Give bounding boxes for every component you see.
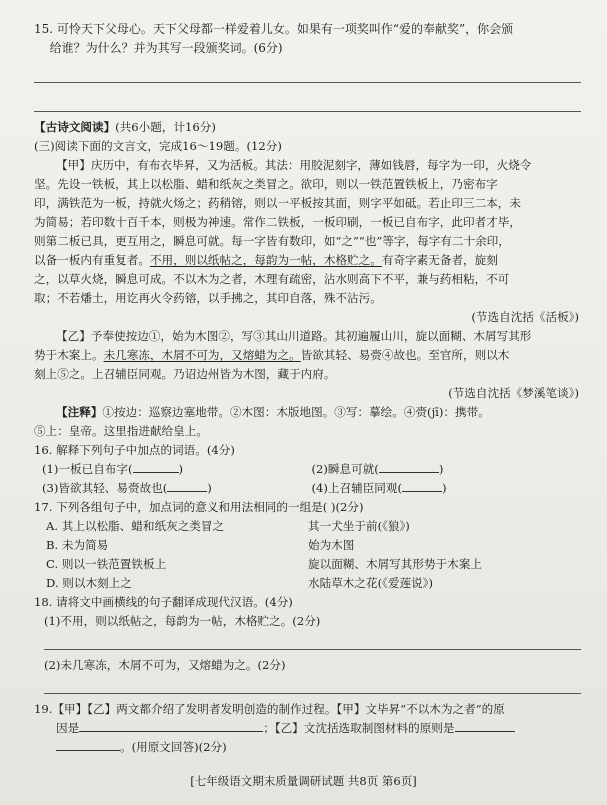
notes <box>34 403 581 441</box>
question-16 <box>34 441 581 498</box>
yi-line-2-b: 皆欲其轻、易赍④故也。至官所，则以木 <box>300 348 510 362</box>
yi-source: (节选自沈括《梦溪笔谈》) <box>448 386 579 400</box>
q16-item-3: (3)皆欲其轻、易赍故也( ) <box>42 481 212 495</box>
jia-line-6-a: 以备一板内有重复者。 <box>34 253 150 267</box>
page-footer: [七年级语文期末质量调研试题 共8页 第6页] <box>190 774 417 788</box>
q18-sub-2: (2)未几寒冻，木屑不可为，又熔蜡为之。(2分) <box>44 658 286 672</box>
q17-title: 17. 下列各组句子中，加点词的意义和用法相同的一组是( )(2分) <box>34 500 364 514</box>
section-sub: (三)阅读下面的文言文，完成16～19题。(12分) <box>34 139 282 153</box>
q16-blank-1[interactable] <box>133 460 179 473</box>
q17-option-a[interactable]: A. 其上以松脂、蜡和纸灰之类冒之 其一犬坐于前(《狼》) <box>46 519 410 533</box>
q18-answer-line-1[interactable] <box>44 633 581 650</box>
q16-blank-4[interactable] <box>402 479 442 492</box>
passage-yi <box>34 327 581 403</box>
jia-line-6 <box>34 251 581 270</box>
jia-line-2: 坚。先设一铁板，其上以松脂、蜡和纸灰之类冒之。欲印，则以一铁范置铁板上，乃密布字 <box>34 177 498 191</box>
q19-blank-2[interactable] <box>455 719 515 732</box>
q15-answer-line-1[interactable] <box>34 64 581 83</box>
jia-line-4: 为简易；若印数十百千本，则极为神速。常作二铁板，一板印刷，一板已自布字，此印者才毕， <box>34 215 521 229</box>
question-19 <box>34 700 581 757</box>
jia-source: (节选自沈括《活板》) <box>471 310 579 324</box>
q17-option-d[interactable]: D. 则以木刻上之 水陆草木之花(《爱莲说》) <box>46 576 433 590</box>
notes-line-1 <box>34 403 581 422</box>
section-info: (共6小题，计16分) <box>115 120 216 134</box>
q15-answer-line-2[interactable] <box>34 93 581 112</box>
yi-underlined-sentence: 未几寒冻，木屑不可为，又熔蜡为之。 <box>103 348 301 362</box>
q19-line-1: 19.【甲】【乙】两文都介绍了发明者发明创造的制作过程。【甲】文毕昇“不以木为之者”的原 <box>34 702 505 716</box>
q19-blank-1[interactable] <box>79 719 263 732</box>
jia-line-8: 取；不若燔土，用讫再火令药镕，以手拂之，其印自落，殊不沾污。 <box>34 291 382 305</box>
notes-label: 【注释】 <box>56 405 103 419</box>
q15-line-2: 给谁？为什么？并为其写一段颁奖词。(6分) <box>49 41 283 55</box>
question-17 <box>34 498 581 593</box>
q16-item-2: (2)瞬息可就( ) <box>311 462 444 476</box>
q16-blank-2[interactable] <box>379 460 439 473</box>
jia-line-3: 印，满铁范为一板，持就火炀之；药稍镕，则以一平板按其面，则字平如砥。若止印三二本，未 <box>34 196 521 210</box>
yi-line-2 <box>34 346 581 365</box>
notes-text-1: ①按边：巡察边塞地带。②木图：木版地图。③写：摹绘。④赍(jī)：携带。 <box>102 405 490 419</box>
q18-title: 18. 请将文中画横线的句子翻译成现代汉语。(4分) <box>34 595 293 609</box>
jia-line-6-b: 有奇字素无备者，旋刻 <box>381 253 498 267</box>
q19-line-2: 因是 ；【乙】文沈括选取制图材料的原则是 <box>34 719 581 738</box>
yi-line-3: 刻上⑤之。上召辅臣同观。乃诏边州皆为木图，藏于内府。 <box>34 367 336 381</box>
q17-option-b[interactable]: B. 未为简易 始为木图 <box>46 538 355 552</box>
q19-line-3: 。(用原文回答)(2分) <box>34 738 581 757</box>
q18-sub-1: (1)不用，则以纸帖之，每韵为一帖，木格贮之。(2分) <box>44 614 321 628</box>
q18-answer-line-2[interactable] <box>44 677 581 694</box>
passage-jia <box>34 156 581 327</box>
q16-title: 16. 解释下列句子中加点的词语。(4分) <box>34 443 235 457</box>
jia-underlined-sentence: 不用，则以纸帖之，每韵为一帖，木格贮之。 <box>149 253 382 267</box>
q16-item-4: (4)上召辅臣同观( ) <box>311 481 447 495</box>
section-bracket-title: 【古诗文阅读】 <box>34 120 116 134</box>
jia-line-1: 【甲】庆历中，有布衣毕昇，又为活板。其法：用胶泥刻字，薄如钱唇，每字为一印，火烧令 <box>56 158 532 172</box>
q15-line-1: 15. 可怜天下父母心。天下父母都一样爱着儿女。如果有一项奖叫作“爱的奉献奖”，你会颁 <box>34 22 514 36</box>
section-header <box>34 118 581 137</box>
jia-line-7: 之，以草火烧，瞬息可成。不以木为之者，木理有疏密，沾水则高下不平，兼与药相粘，不可 <box>34 272 510 286</box>
jia-line-5: 则第二板已具，更互用之，瞬息可就。每一字皆有数印，如“之”“也”等字，每字有二十余印， <box>34 234 510 248</box>
q19-blank-3[interactable] <box>56 738 120 751</box>
q16-item-1: (1)一板已自布字( ) <box>42 462 184 476</box>
notes-line-2: ⑤上：皇帝。这里指进献给皇上。 <box>34 424 208 438</box>
q17-option-c[interactable]: C. 则以一铁范置铁板上 旋以面糊、木屑写其形势于木案上 <box>46 557 482 571</box>
question-18 <box>34 593 581 694</box>
question-15 <box>34 20 581 112</box>
yi-line-2-a: 势于木案上。 <box>34 348 104 362</box>
yi-line-1: 【乙】予奉使按边①，始为木图②，写③其山川道路。其初遍履山川，旋以面糊、木屑写其形 <box>56 329 532 343</box>
q16-blank-3[interactable] <box>167 479 207 492</box>
